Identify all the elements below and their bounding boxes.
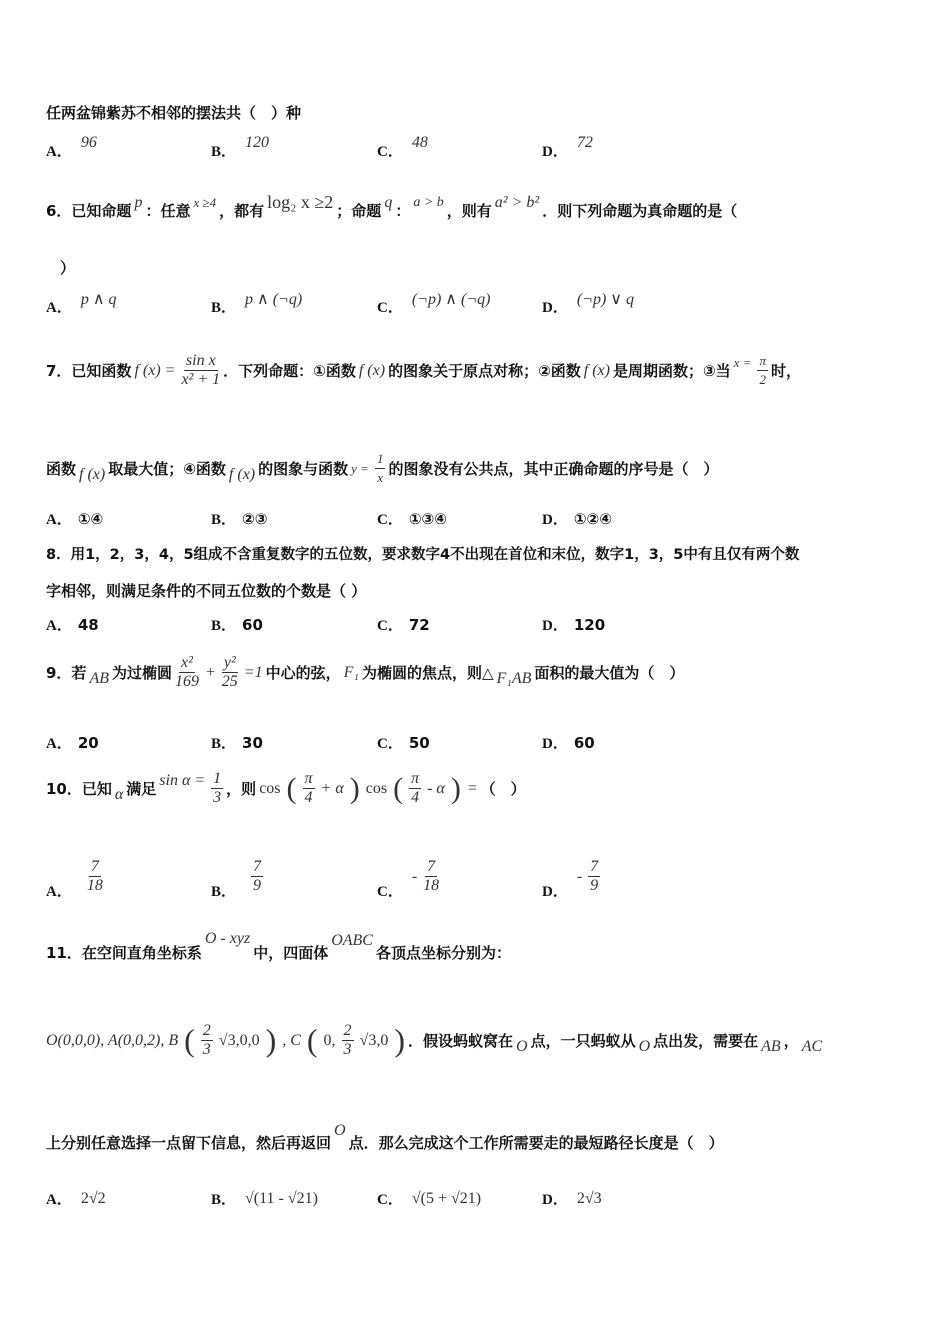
q11-option-b: B． √(11 - √21) xyxy=(211,1189,318,1208)
q9-stem: 9．若 AB 为过椭圆 x² 169 + $\frac{\text{y²}}{25}$ =1 中心的弦， F₁ 为椭圆的焦点，则△ F₁AB 面积的最大值为（ ） xyxy=(46,654,685,690)
q6-stem: 6．已知命题 p ：任意 x ≥4 ，都有 log₂ x ≥2 ；命题 q ： a > b ，则有 a² > b² ．则下列命题为真命题的是（ xyxy=(46,192,738,220)
q11-option-a: A． 2√2 xyxy=(46,1189,106,1208)
q11-option-c: C． √(5 + √21) xyxy=(377,1189,482,1208)
q5-option-b: B． 120 xyxy=(211,133,270,160)
q8-option-d: D． 120 xyxy=(542,615,606,634)
q5-option-c: C． 48 xyxy=(377,133,428,160)
q10-option-a: A． 7 18 xyxy=(46,858,103,900)
q6-close-paren: ） xyxy=(60,259,76,277)
q8-stem-line1: 8．用1，2，3，4，5组成不含重复数字的五位数，要求数字4不出现在首位和末位，数字1，3，5中有且仅有两个数 xyxy=(46,547,800,563)
q9-option-d: D． 60 xyxy=(542,733,595,752)
q7-option-d: D． ①②④ xyxy=(542,509,612,528)
q11-stem-line3: 上分别任意选择一点留下信息，然后再返回 O 点．那么完成这个工作所需要走的最短路径长度是（ ） xyxy=(46,1121,724,1152)
q5-option-a: A． 96 xyxy=(46,133,97,160)
q5-stem: 任两盆锦紫苏不相邻的摆法共（ ）种 xyxy=(46,104,302,122)
q11-option-d: D． 2√3 xyxy=(542,1189,602,1208)
q11-stem-line2: O(0,0,0), A(0,0,2), B ( 2 3 √3,0,0 ) , C ( 0, 2 3 √3,0 ) ．假设蚂蚁窝在 O 点，一只蚂蚁从 O 点出发，需要在 AB ， AC xyxy=(46,1022,823,1058)
q8-stem-line2: 字相邻，则满足条件的不同五位数的个数是（ ） xyxy=(46,582,367,600)
q10-stem: 10．已知 α 满足 sin α = $\frac{1}{3}$ ，则 cos ( π 4 + α ) cos ( π 4 - α ) = （ ） xyxy=(46,770,526,806)
q6-option-b: B． p ∧ (¬q) xyxy=(211,290,303,316)
q8-option-b: B． 60 xyxy=(211,615,263,634)
q5-option-d: D． 72 xyxy=(542,133,593,160)
q6-option-a: A． p ∧ q xyxy=(46,290,117,316)
q10-option-d: D． - 7 9 xyxy=(542,858,599,900)
q11-stem-line1: 11．在空间直角坐标系 O - xyz 中，四面体 OABC 各顶点坐标分别为： xyxy=(46,929,511,962)
q8-option-a: A． 48 xyxy=(46,615,99,634)
q9-option-b: B． 30 xyxy=(211,733,263,752)
q7-stem-line1: 7．已知函数 f (x) = $\frac{\text{sin x}}{\text{x² + 1}}$ ．下列命题：①函数 f (x) 的图象关于原点对称；②函数 f (x) 是周期函数；③当 x = $\frac{\pi}{2}$ 时， xyxy=(46,352,801,388)
q9-option-c: C． 50 xyxy=(377,733,430,752)
q7-option-b: B． ②③ xyxy=(211,509,268,528)
q7-option-c: C． ①③④ xyxy=(377,509,447,528)
q8-option-c: C． 72 xyxy=(377,615,430,634)
q10-option-c: C． - 7 18 xyxy=(377,858,440,900)
q9-option-a: A． 20 xyxy=(46,733,99,752)
q6-option-d: D． (¬p) ∨ q xyxy=(542,290,635,316)
q6-option-c: C． (¬p) ∧ (¬q) xyxy=(377,290,491,316)
q7-stem-line2: 函数 f (x) 取最大值；④函数 f (x) 的图象与函数 y = $\frac{1}{x}$ 的图象没有公共点，其中正确命题的序号是（ ） xyxy=(46,451,719,485)
q7-option-a: A． ①④ xyxy=(46,509,104,528)
q10-option-b: B． 7 9 xyxy=(211,858,262,900)
